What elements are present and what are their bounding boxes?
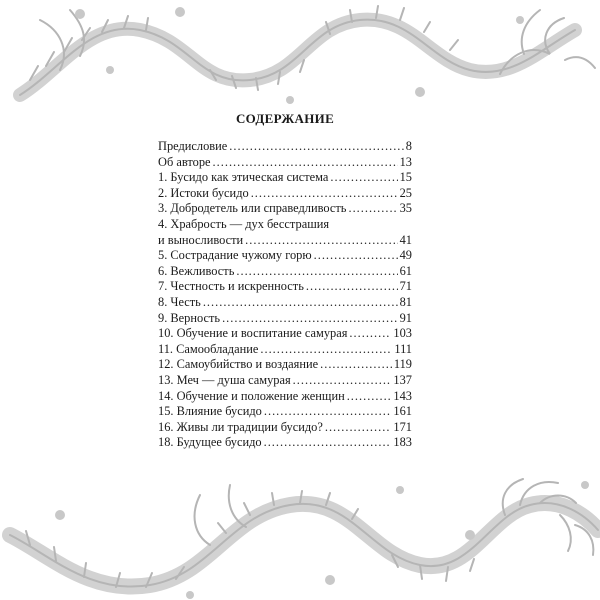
table-of-contents (158, 108, 412, 451)
toc-entry-page: 13 (399, 154, 412, 169)
toc-entry (158, 186, 412, 202)
toc-entry-label: 4. Храбрость — дух бесстрашия (158, 216, 330, 231)
toc-entry-page: 35 (399, 201, 412, 216)
dot-leader (320, 357, 392, 373)
dot-leader (330, 170, 397, 186)
toc-entry (158, 279, 412, 295)
toc-entry (158, 201, 412, 217)
toc-entry (158, 420, 412, 436)
dot-leader (251, 186, 398, 202)
dot-leader (314, 248, 398, 264)
toc-title: СОДЕРЖАНИЕ (235, 111, 335, 126)
toc-entry-label: 15. Влияние бусидо (158, 404, 262, 419)
toc-entry-page: 137 (393, 372, 412, 387)
dragon-bottom-ornament (0, 475, 600, 600)
toc-entry-page: 103 (393, 326, 412, 341)
dragon-top-ornament (0, 0, 600, 105)
toc-entry-label: Об авторе (158, 154, 211, 169)
toc-entry-page: 15 (399, 170, 412, 185)
toc-entry-label: 13. Меч — душа самурая (158, 372, 291, 387)
toc-entry (158, 326, 412, 342)
dot-leader (229, 139, 404, 155)
toc-entry-page: 71 (399, 279, 412, 294)
toc-entry (158, 248, 412, 264)
toc-entry-page: 49 (399, 248, 412, 263)
toc-entry-label: 12. Самоубийство и воздаяние (158, 357, 319, 372)
toc-entry (158, 311, 412, 327)
toc-entry-label: 7. Честность и искренность (158, 279, 304, 294)
dot-leader (293, 373, 392, 389)
toc-entry-label: 8. Честь (158, 294, 201, 309)
dot-leader (306, 279, 398, 295)
toc-entry-page: 81 (399, 294, 412, 309)
toc-entry (158, 357, 412, 373)
toc-entry-page: 161 (393, 404, 412, 419)
toc-entry-page: 61 (399, 263, 412, 278)
toc-entry-label: 10. Обучение и воспитание самурая (158, 326, 348, 341)
toc-entry-page: 41 (399, 232, 412, 247)
toc-entry-multiline (158, 217, 412, 248)
toc-entry-label: 5. Сострадание чужому горю (158, 248, 312, 263)
dot-leader (203, 295, 398, 311)
toc-entry-page: 183 (393, 435, 412, 450)
toc-entry (158, 264, 412, 280)
toc-entry-label: 14. Обучение и положение женщин (158, 388, 345, 403)
dot-leader (325, 420, 392, 436)
toc-entry-page: 8 (405, 139, 412, 153)
toc-entry-page: 143 (393, 388, 412, 403)
toc-entry-label: 3. Добродетель или справедливость (158, 201, 347, 216)
toc-entry (158, 389, 412, 405)
toc-entry-label: 2. Истоки бусидо (158, 185, 249, 200)
toc-entry-label: 1. Бусидо как этическая система (158, 170, 329, 185)
toc-entry-label: 16. Живы ли традиции бусидо? (158, 419, 323, 434)
toc-entry (158, 404, 412, 420)
toc-entry (158, 435, 412, 451)
dot-leader (260, 342, 392, 358)
dot-leader (264, 404, 392, 420)
toc-entry-label: 6. Вежливость (158, 263, 235, 278)
dot-leader (245, 233, 397, 249)
toc-entry (158, 155, 412, 171)
dot-leader (222, 311, 398, 327)
toc-entry-page: 119 (393, 357, 412, 372)
dot-leader (213, 155, 398, 171)
toc-entry (158, 170, 412, 186)
toc-entry-label: 9. Верность (158, 310, 221, 325)
toc-entry-page: 111 (394, 341, 412, 356)
toc-entry-continuation (158, 233, 412, 249)
toc-entry-label: 18. Будущее бусидо (158, 435, 262, 450)
dot-leader (347, 389, 392, 405)
dot-leader (236, 264, 397, 280)
toc-entry (158, 342, 412, 358)
toc-entry-page: 91 (399, 310, 412, 325)
dot-leader (349, 326, 391, 342)
toc-list (158, 139, 412, 451)
toc-entry-page: 25 (399, 185, 412, 200)
dot-leader (348, 201, 397, 217)
dot-leader (264, 435, 392, 451)
toc-entry (158, 139, 412, 155)
toc-entry-label: Предисловие (158, 139, 228, 153)
toc-entry (158, 295, 412, 311)
toc-entry-label-cont: и выносливости (158, 232, 244, 247)
toc-entry-page: 171 (393, 419, 412, 434)
toc-entry (158, 373, 412, 389)
toc-entry-label: 11. Самообладание (158, 341, 259, 356)
